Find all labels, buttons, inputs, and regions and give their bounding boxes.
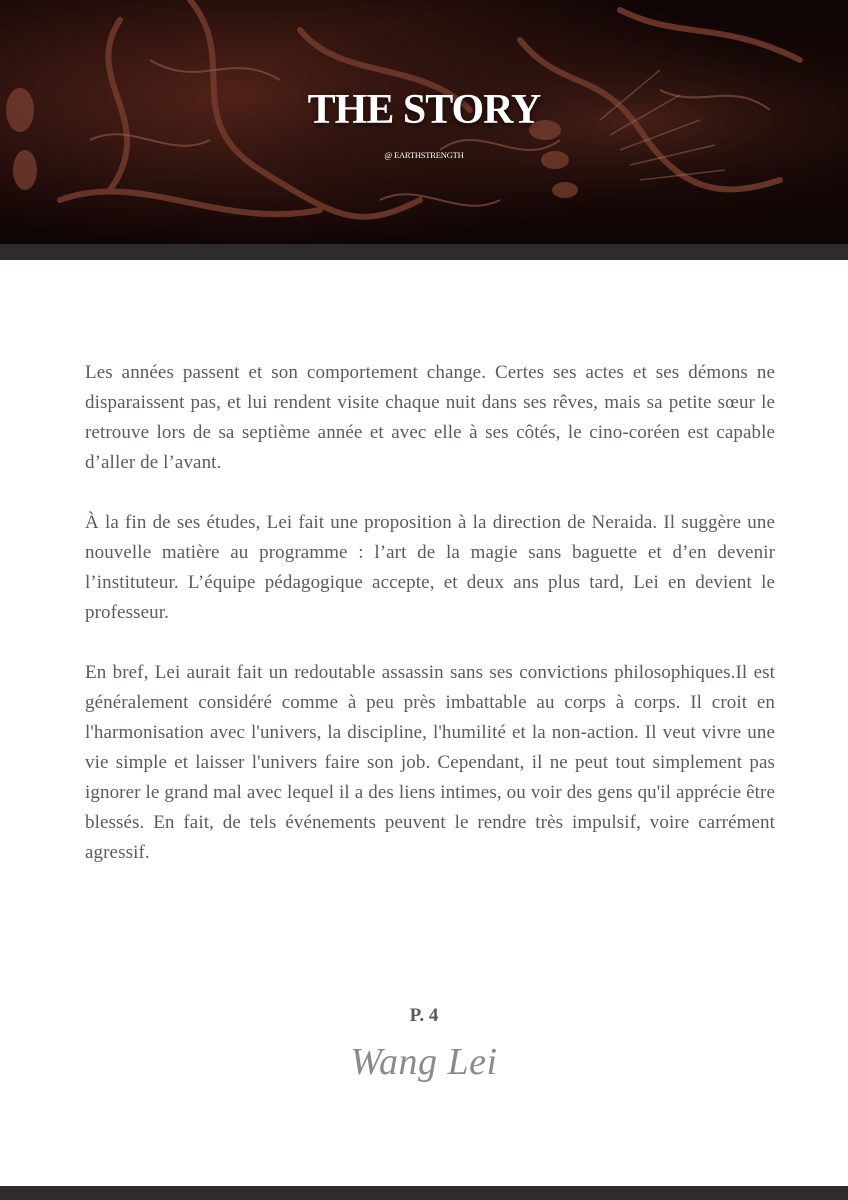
- story-paragraph: En bref, Lei aurait fait un redoutable assassin sans ses convictions philosophiques.Il est généralement considéré comme à peu près imbattable au corps à corps. Il croit en l'harmonisation avec l'univers, la discipline, l'humilité et la non-action. Il veut vivre une vie simple et laisser l'univers faire son job. Cependant, il ne peut tout simplement pas ignorer le grand mal avec lequel il a des liens intimes, ou voir des gens qu'il apprécie être blessés. En fait, de tels événements peuvent le rendre très impulsif, voire carrément agressif.: [85, 662, 775, 863]
- footer-bar: [0, 1186, 848, 1200]
- page-title: THE STORY: [307, 87, 541, 133]
- header-divider: [0, 244, 848, 260]
- story-body: [85, 358, 775, 898]
- story-paragraph: À la fin de ses études, Lei fait une proposition à la direction de Neraida. Il suggère une nouvelle matière au programme : l’art de la magie sans baguette et d’en devenir l’instituteur. L’équipe pédagogique accepte, et deux ans plus tard, Lei en devient le professeur.: [85, 512, 775, 623]
- header-banner: [0, 0, 848, 244]
- page-number: P. 4: [409, 1005, 439, 1026]
- story-paragraph: Les années passent et son comportement change. Certes ses actes et ses démons ne disparaissent pas, et lui rendent visite chaque nuit dans ses rêves, mais sa petite sœur le retrouve lors de sa septième année et avec elle à ses côtés, le cino-coréen est capable d’aller de l’avant.: [85, 362, 775, 473]
- credit-text: @ EARTHSTRENGTH: [384, 150, 464, 160]
- signature: Wang Lei: [350, 1041, 498, 1083]
